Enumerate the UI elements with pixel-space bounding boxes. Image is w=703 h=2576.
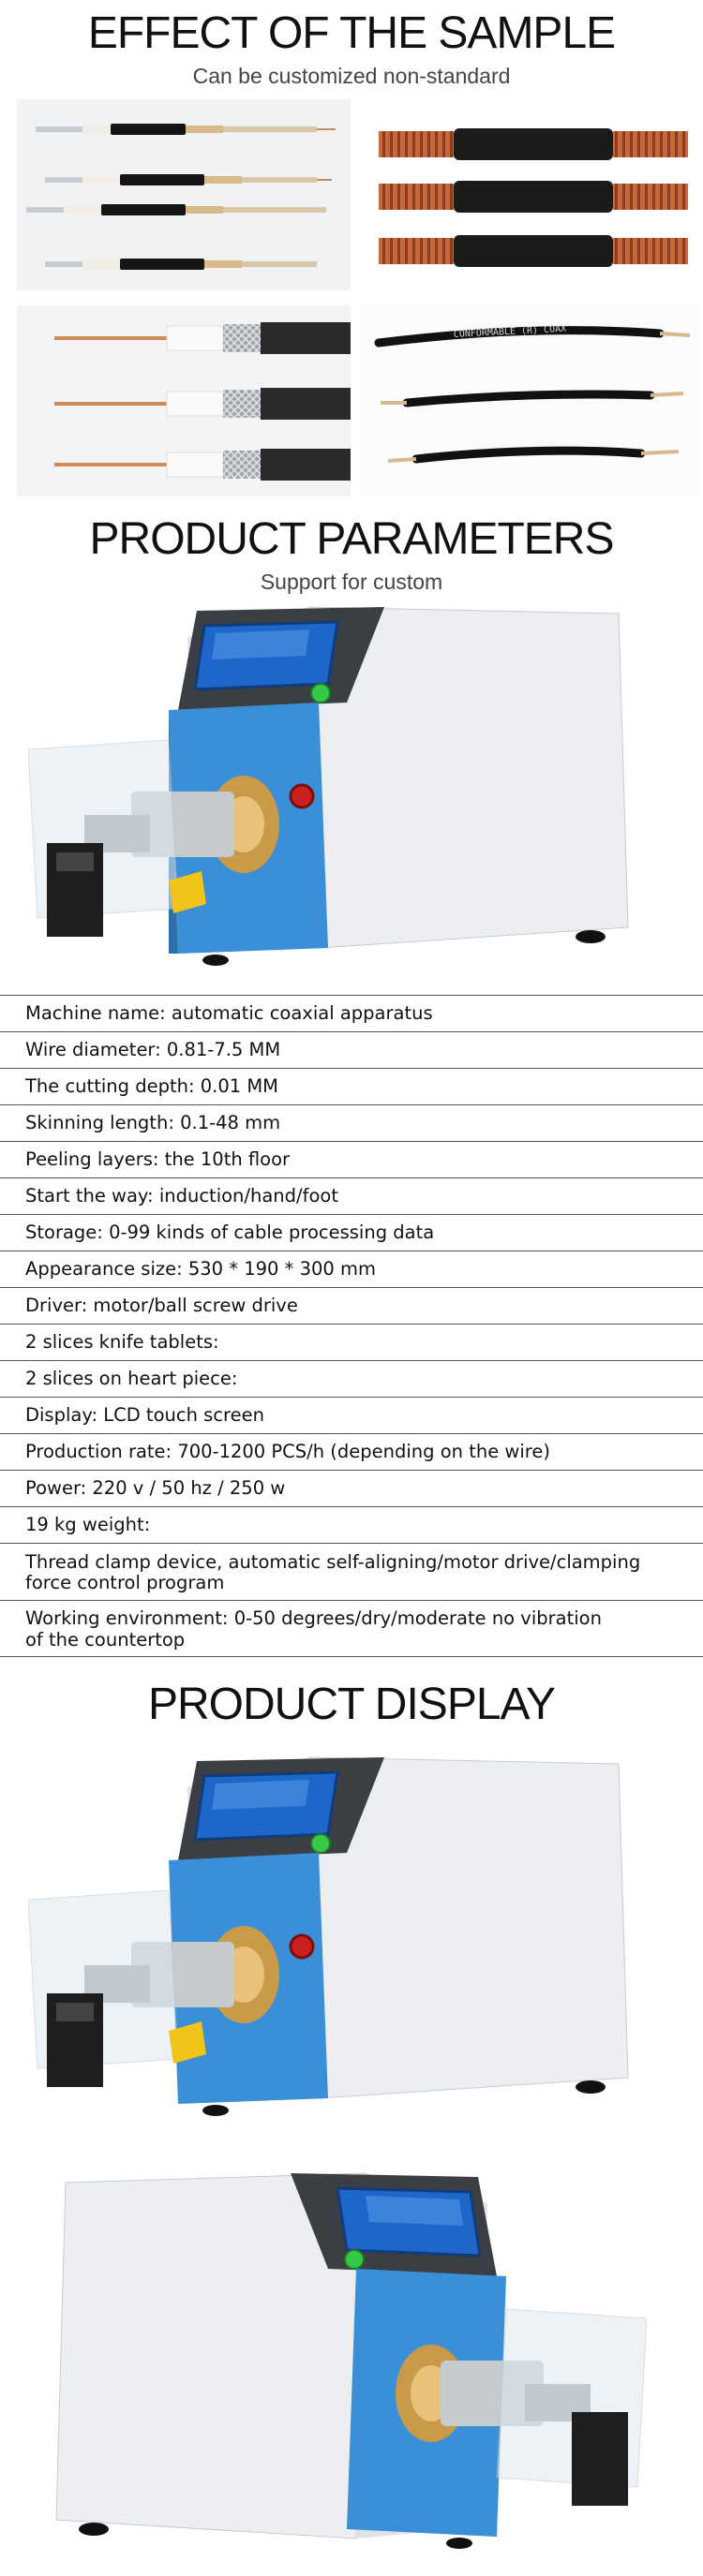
param-row <box>0 1543 703 1600</box>
param-text: Thread clamp device, automatic self-aligning/motor drive/clamping force control program <box>25 1550 641 1593</box>
param-text: Display: LCD touch screen <box>25 1403 264 1426</box>
param-text: Peeling layers: the 10th floor <box>25 1147 291 1170</box>
display-section-title: PRODUCT DISPLAY <box>148 1680 555 1729</box>
coaxial-cable-stripped-sample-photo <box>17 99 351 290</box>
param-text: Skinning length: 0.1-48 mm <box>25 1111 281 1133</box>
param-text: 2 slices on heart piece: <box>25 1367 238 1389</box>
param-text: 2 slices knife tablets: <box>25 1330 219 1353</box>
wire-print-text: CONFORMABLE (R) COAX <box>453 323 567 340</box>
param-text: Working environment: 0-50 degrees/dry/moderate no vibration of the countertop <box>25 1607 602 1651</box>
sample-section-subtitle: Can be customized non-standard <box>192 64 511 88</box>
param-row <box>0 1141 703 1177</box>
parameters-section-subtitle: Support for custom <box>260 570 443 594</box>
param-row <box>0 1397 703 1433</box>
coaxial-stripping-machine-photo <box>28 1750 647 2124</box>
param-text: Power: 220 v / 50 hz / 250 w <box>25 1476 286 1499</box>
param-row <box>0 1214 703 1251</box>
shielded-coax-cable-sample-photo <box>17 305 351 496</box>
param-text: Driver: motor/ball screw drive <box>25 1294 298 1316</box>
param-row <box>0 1324 703 1360</box>
param-row <box>0 1068 703 1104</box>
param-text: Production rate: 700-1200 PCS/h (depending on the wire) <box>25 1440 550 1462</box>
param-text: Machine name: automatic coaxial apparatus <box>25 1001 433 1024</box>
param-row <box>0 1506 703 1543</box>
sample-section-title: EFFECT OF THE SAMPLE <box>87 8 616 58</box>
parameters-table <box>0 995 703 1657</box>
param-row <box>0 1433 703 1470</box>
param-text: Start the way: induction/hand/foot <box>25 1184 338 1207</box>
param-row <box>0 1470 703 1506</box>
param-text: Storage: 0-99 kinds of cable processing data <box>25 1221 435 1243</box>
parameters-section-title: PRODUCT PARAMETERS <box>89 514 614 564</box>
param-row <box>0 1600 703 1657</box>
param-row <box>0 1360 703 1397</box>
coaxial-stripping-machine-photo <box>37 2154 647 2557</box>
param-text: The cutting depth: 0.01 MM <box>25 1074 278 1097</box>
param-row <box>0 1031 703 1068</box>
param-text: 19 kg weight: <box>25 1513 151 1535</box>
black-wire-sample-photo <box>360 305 701 496</box>
param-row <box>0 1251 703 1287</box>
corrugated-copper-cable-sample-photo <box>360 99 701 290</box>
param-text: Wire diameter: 0.81-7.5 MM <box>25 1038 281 1060</box>
param-row <box>0 1177 703 1214</box>
param-text: Appearance size: 530 * 190 * 300 mm <box>25 1257 377 1280</box>
param-row <box>0 995 703 1031</box>
param-row <box>0 1287 703 1324</box>
coaxial-stripping-machine-photo <box>28 600 647 974</box>
param-row <box>0 1104 703 1141</box>
